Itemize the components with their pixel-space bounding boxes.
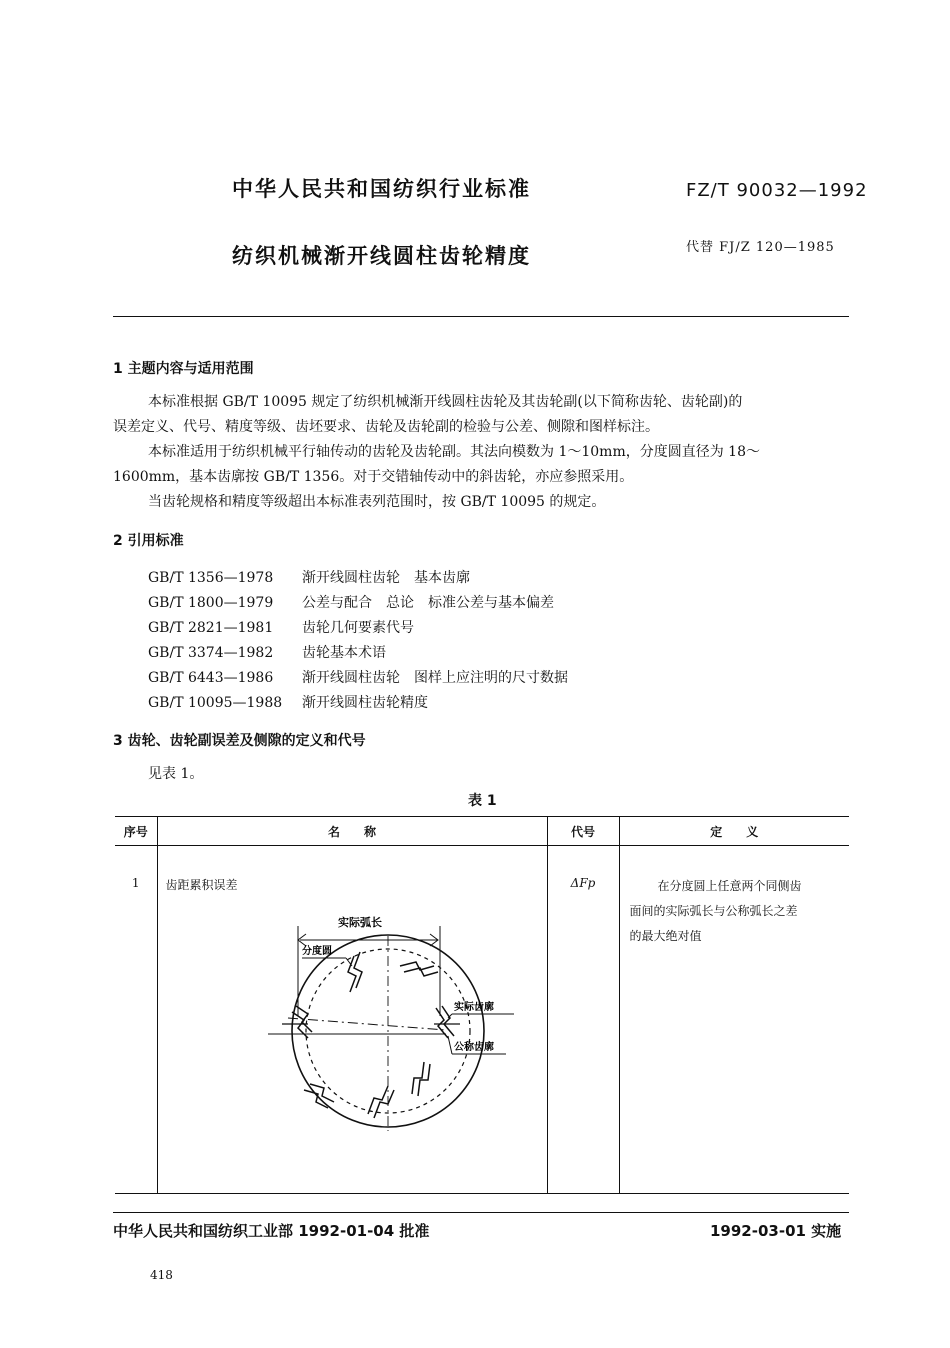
header-name: 名 称 (157, 817, 547, 846)
row-name: 齿距累积误差 (165, 878, 238, 892)
page-number: 418 (150, 1268, 173, 1282)
section-1-body (113, 390, 853, 515)
table-row (115, 846, 849, 1194)
section-3-heading: 3 齿轮、齿轮副误差及侧隙的定义和代号 (113, 733, 366, 749)
reference-code: GB/T 3374—1982 (148, 645, 274, 661)
reference-title: 渐开线圆柱齿轮精度 (302, 695, 428, 711)
paragraph: 本标准根据 GB/T 10095 规定了纺织机械渐开线圆柱齿轮及其齿轮副(以下简称齿轮、齿轮副)的 (148, 394, 743, 410)
standard-code: FZ/T 90032—1992 (686, 180, 868, 201)
document-title: 纺织机械渐开线圆柱齿轮精度 (232, 244, 531, 268)
row-no: 1 (115, 846, 157, 1194)
definition-line: 在分度圆上任意两个同侧齿 (657, 879, 802, 893)
reference-code: GB/T 1800—1979 (148, 595, 274, 611)
header-code: 代号 (547, 817, 619, 846)
reference-item (148, 566, 568, 591)
reference-title: 渐开线圆柱齿轮 基本齿廓 (302, 570, 470, 586)
footer-divider (113, 1212, 849, 1213)
section-2-heading: 2 引用标准 (113, 533, 184, 549)
paragraph: 1600mm，基本齿廓按 GB/T 1356。对于交错轴传动中的斜齿轮，亦应参照采用。 (113, 469, 634, 485)
approval-note: 中华人民共和国纺织工业部 1992-01-04 批准 (113, 1222, 430, 1240)
reference-title: 齿轮几何要素代号 (302, 620, 414, 636)
label-nominal-profile: 公称齿廓 (453, 1042, 494, 1053)
paragraph: 本标准适用于纺织机械平行轴传动的齿轮及齿轮副。其法向模数为 1～10mm，分度圆直径为 18～ (148, 444, 760, 460)
header-divider (113, 316, 849, 317)
reference-title: 渐开线圆柱齿轮 图样上应注明的尺寸数据 (302, 670, 568, 686)
reference-item (148, 616, 568, 641)
replaces-note: 代替 FJ/Z 120—1985 (686, 240, 835, 255)
header-definition: 定 义 (619, 817, 849, 846)
reference-item (148, 591, 568, 616)
row-definition (619, 846, 849, 1194)
reference-code: GB/T 6443—1986 (148, 670, 274, 686)
reference-title: 公差与配合 总论 标准公差与基本偏差 (302, 595, 554, 611)
reference-code: GB/T 10095—1988 (148, 695, 283, 711)
see-table-note: 见表 1。 (148, 766, 204, 782)
pitch-error-diagram (268, 906, 518, 1146)
reference-code: GB/T 2821—1981 (148, 620, 274, 636)
definition-line: 面间的实际弧长与公称弧长之差 (629, 904, 798, 918)
reference-item (148, 666, 568, 691)
reference-title: 齿轮基本术语 (302, 645, 386, 661)
label-actual-profile: 实际齿廓 (453, 1002, 494, 1013)
paragraph: 误差定义、代号、精度等级、齿坯要求、齿轮及齿轮副的检验与公差、侧隙和图样标注。 (113, 419, 659, 435)
header-no: 序号 (115, 817, 157, 846)
issuer-title: 中华人民共和国纺织行业标准 (232, 177, 531, 201)
effective-date: 1992-03-01 实施 (710, 1222, 842, 1240)
row-code: ΔFp (547, 846, 619, 1194)
section-1-heading: 1 主题内容与适用范围 (113, 361, 254, 377)
table-header-row (115, 817, 849, 846)
reference-code: GB/T 1356—1978 (148, 570, 274, 586)
label-actual-arc: 实际弧长 (337, 916, 382, 929)
table-caption: 表 1 (468, 793, 497, 809)
reference-list (148, 566, 568, 716)
definition-line: 的最大绝对值 (629, 929, 702, 943)
paragraph: 当齿轮规格和精度等级超出本标准表列范围时，按 GB/T 10095 的规定。 (148, 494, 606, 510)
label-pitch-circle: 分度圆 (301, 946, 332, 957)
reference-item (148, 691, 568, 716)
reference-item (148, 641, 568, 666)
definitions-table (115, 816, 849, 1194)
row-name-cell (157, 846, 547, 1194)
